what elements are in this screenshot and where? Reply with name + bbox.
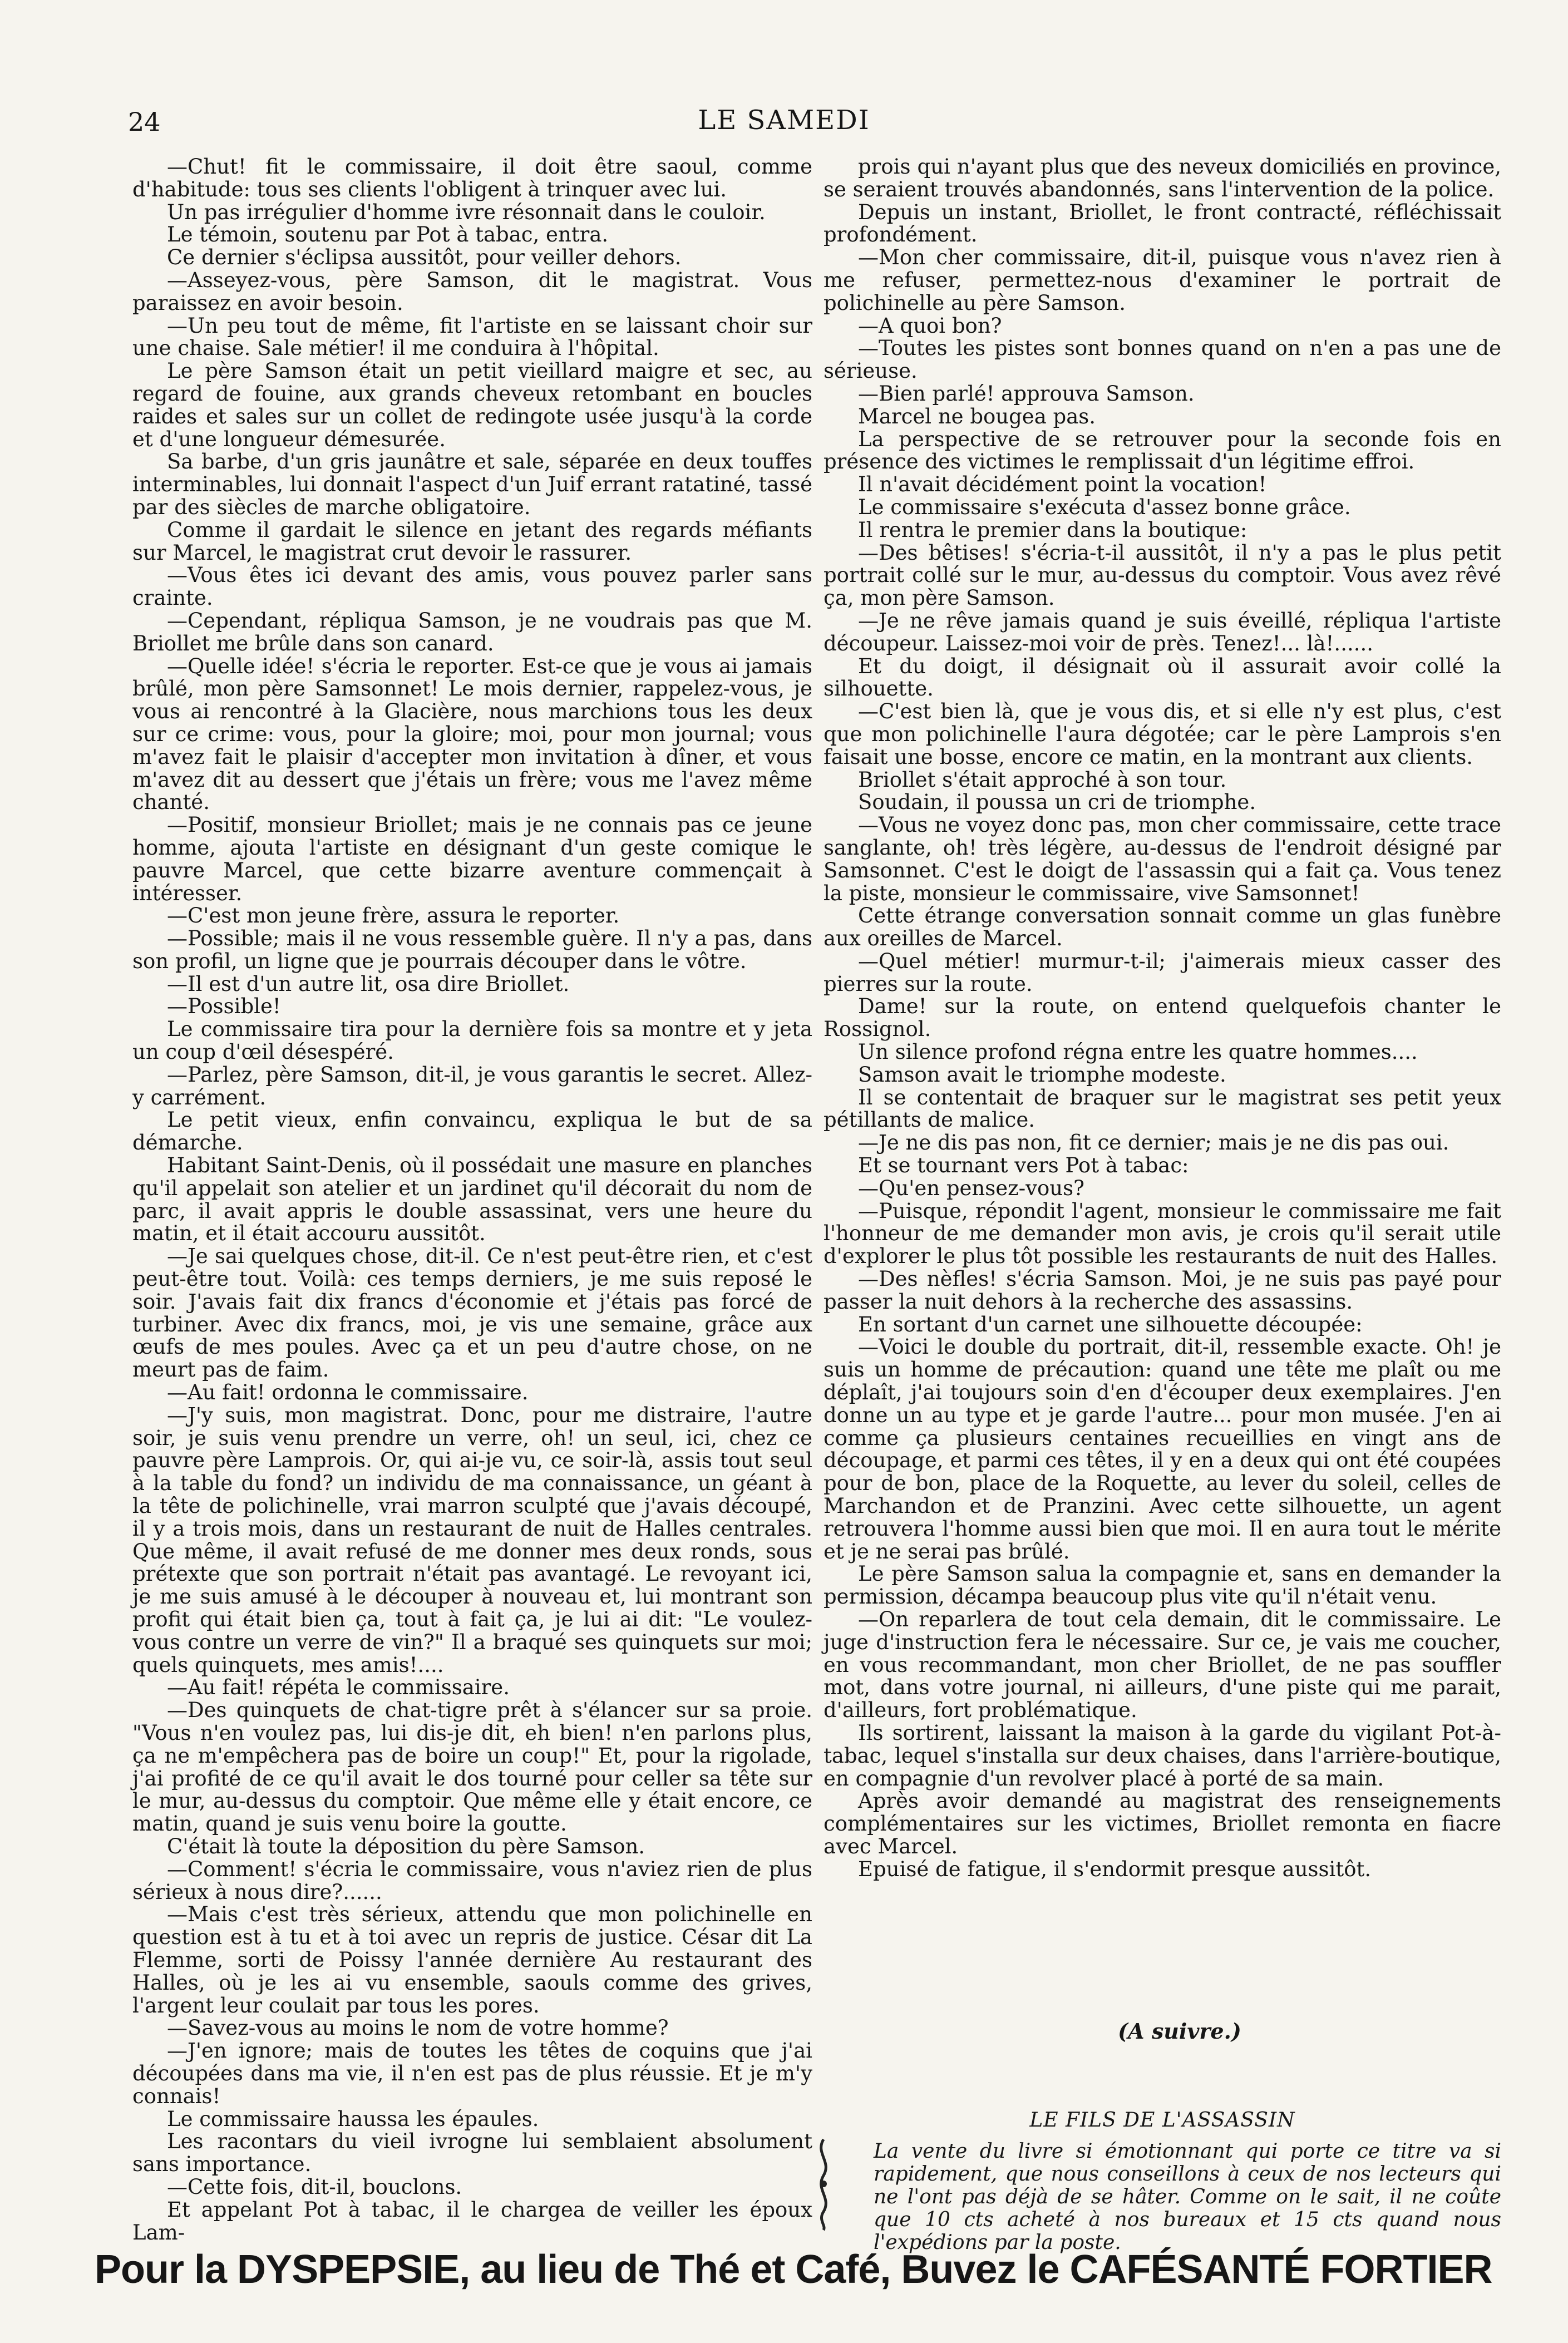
- right-column-paragraph: —Quel métier! murmur-t-il; j'aimerais mieux casser des pierres sur la route.: [824, 949, 1501, 996]
- left-column-paragraph: —Il est d'un autre lit, osa dire Briollet.: [167, 971, 570, 996]
- notice-text: La vente du livre si émotionnant qui porte ce titre va si rapidement, que nous conseillons à ceux de nos lecteurs qui ne l'ont pas déjà de se hâter. Comme on le sait, il ne coûte que 10 cts acheté à nos bureaux et 15 cts quand nous l'expédions par la poste.: [874, 2140, 1501, 2255]
- right-column-paragraph: Ils sortirent, laissant la maison à la garde du vigilant Pot-à-tabac, lequel s'installa sur deux chaises, dans l'arrière-boutique, en compagnie d'un revolver placé à porté de sa main.: [824, 1720, 1501, 1790]
- to-be-continued: (A suivre.): [1118, 2018, 1241, 2044]
- right-column-paragraph: Et se tournant vers Pot à tabac:: [858, 1153, 1189, 1178]
- right-column-paragraph: —A quoi bon?: [858, 313, 1002, 338]
- right-column-paragraph: Un silence profond régna entre les quatre hommes....: [858, 1040, 1418, 1064]
- left-column-paragraph: —J'en ignore; mais de toutes les têtes de coquins que j'ai découpées dans ma vie, il n'en est pas de plus réussie. Et je m'y connais!: [132, 2039, 812, 2108]
- right-column-paragraph: prois qui n'ayant plus que des neveux domiciliés en province, se seraient trouvés abandonnés, sans l'intervention de la police.: [824, 155, 1501, 201]
- right-column-paragraph: Samson avait le triomphe modeste.: [858, 1062, 1226, 1087]
- left-column-paragraph: Le commissaire tira pour la dernière fois sa montre et y jeta un coup d'œil désespéré.: [132, 1017, 812, 1064]
- right-column-paragraph: Epuisé de fatigue, il s'endormit presque aussitôt.: [858, 1857, 1372, 1881]
- right-column-paragraph: —Mon cher commissaire, dit-il, puisque vous n'avez rien à me refuser, permettez-nous d'examiner le portrait de polichinelle au père Samson.: [824, 245, 1501, 315]
- right-column-paragraph: —Puisque, répondit l'agent, monsieur le commissaire me fait l'honneur de me demander mon avis, je crois qu'il serait utile d'explorer le plus tôt possible les restaurants de nuit des Halles.: [824, 1198, 1501, 1269]
- right-column-paragraph: La perspective de se retrouver pour la seconde fois en présence des victimes le remplissait d'un légitime effroi.: [824, 427, 1501, 474]
- right-column-paragraph: —Qu'en pensez-vous?: [858, 1176, 1084, 1200]
- left-column-paragraph: —Au fait! ordonna le commissaire.: [167, 1380, 529, 1405]
- left-column-paragraph: Le père Samson était un petit vieillard maigre et sec, au regard de fouine, aux grands cheveux retombant en boucles raides et sales sur un collet de redingote usée jusqu'à la corde et d'une longueur démesurée.: [132, 359, 812, 451]
- ornament-icon: [812, 2137, 835, 2231]
- right-column-paragraph: Il n'avait décidément point la vocation!: [858, 472, 1267, 497]
- right-column-paragraph: En sortant d'un carnet une silhouette découpée:: [858, 1312, 1363, 1336]
- left-column-paragraph: —Des quinquets de chat-tigre prêt à s'élancer sur sa proie. "Vous n'en voulez pas, lui dis-je dit, eh bien! n'en parlons plus, ça ne m'empêchera pas de boire un coup!" Et, pour la rigolade, j'ai profité de ce qu'il avait le dos tourné pour celler sa tête sur le mur, au-dessus du comptoir. Que même elle y était encore, ce matin, quand je suis venu boire la goutte.: [132, 1698, 812, 1836]
- left-column-paragraph: —Chut! fit le commissaire, il doit être saoul, comme d'habitude: tous ses clients l'obligent à trinquer avec lui.: [132, 155, 812, 201]
- right-column-paragraph: —Des bêtises! s'écria-t-il aussitôt, il n'y a pas le plus petit portrait collé sur le mur, au-dessus du comptoir. Vous avez rêvé ça, mon père Samson.: [824, 540, 1501, 610]
- right-column-paragraph: —Voici le double du portrait, dit-il, ressemble exacte. Oh! je suis un homme de précaution: quand une tête me plaît ou me déplaît, j'ai toujours soin d'en d'écouper deux exemplaires. J'en donne un au type et je garde l'autre... pour mon musée. J'en ai comme ça plusieurs centaines recueillies en vingt ans de découpage, et parmi ces têtes, il y en a deux qui ont été coupées pour de bon, place de la Roquette, au lever du soleil, celles de Marchandon et de Pranzini. Avec cette silhouette, un agent retrouvera l'homme aussi bien que moi. Il en aura tout le mérite et je ne serai pas brûlé.: [824, 1335, 1501, 1563]
- right-column-paragraph: Il rentra le premier dans la boutique:: [858, 517, 1248, 542]
- left-column-paragraph: Sa barbe, d'un gris jaunâtre et sale, séparée en deux touffes interminables, lui donnait l'aspect d'un Juif errant ratatiné, tassé par des siècles de marche obligatoire.: [132, 450, 812, 519]
- footer-advertisement: Pour la DYSPEPSIE, au lieu de Thé et Café, Buvez le CAFÉSANTÉ FORTIER: [95, 2247, 1492, 2292]
- left-column-paragraph: Et appelant Pot à tabac, il le chargea de veiller les époux Lam-: [132, 2197, 812, 2245]
- right-column-paragraph: —Toutes les pistes sont bonnes quand on n'en a pas une de sérieuse.: [824, 336, 1501, 383]
- right-column-paragraph: —Je ne dis pas non, fit ce dernier; mais je ne dis pas oui.: [858, 1131, 1449, 1155]
- left-column-paragraph: —Je sai quelques chose, dit-il. Ce n'est peut-être rien, et c'est peut-être tout. Voilà: ces temps derniers, je me suis reposé le soir. J'avais fait dix francs d'économie et j'étais pas forcé de turbiner. Avec dix francs, moi, je vis une semaine, grâce aux œufs de mes poules. Avec ça et un peu d'autre chose, on ne meurt pas de faim.: [132, 1244, 812, 1382]
- masthead-title: LE SAMEDI: [698, 105, 870, 136]
- left-column-paragraph: —Mais c'est très sérieux, attendu que mon polichinelle en question est à tu et à toi avec un repris de justice. César dit La Flemme, sorti de Poissy l'année dernière Au restaurant des Halles, où je les ai vu ensemble, saouls comme des grives, l'argent leur coulait par tous les pores.: [132, 1902, 812, 2018]
- left-column-paragraph: —Positif, monsieur Briollet; mais je ne connais pas ce jeune homme, ajouta l'artiste en désignant d'un geste comique le pauvre Marcel, que cette bizarre aventure commençait à intéresser.: [132, 813, 812, 905]
- right-column-paragraph: Depuis un instant, Briollet, le front contracté, réfléchissait profondément.: [824, 200, 1501, 247]
- right-column-paragraph: —Vous ne voyez donc pas, mon cher commissaire, cette trace sanglante, oh! très légère, au-dessus de l'endroit désigné par Samsonnet. C'est le doigt de l'assassin qui a fait ça. Vous tenez la piste, monsieur le commissaire, vive Samsonnet!: [824, 813, 1501, 905]
- left-column-paragraph: Le petit vieux, enfin convaincu, expliqua le but de sa démarche.: [132, 1108, 812, 1155]
- right-column-paragraph: Dame! sur la route, on entend quelquefois chanter le Rossignol.: [824, 994, 1501, 1042]
- right-column-paragraph: Il se contentait de braquer sur le magistrat ses petit yeux pétillants de malice.: [824, 1085, 1501, 1132]
- right-column-paragraph: —Je ne rêve jamais quand je suis éveillé, répliqua l'artiste découpeur. Laissez-moi voir de près. Tenez!... là!......: [824, 608, 1501, 655]
- right-column-paragraph: —On reparlera de tout cela demain, dit le commissaire. Le juge d'instruction fera le nécessaire. Sur ce, je vais me coucher, en vous recommandant, mon cher Briollet, de ne pas souffler mot, dans votre journal, ni ailleurs, d'une piste qui me parait, d'ailleurs, fort problématique.: [824, 1607, 1501, 1723]
- right-column-paragraph: Briollet s'était approché à son tour.: [858, 767, 1227, 792]
- left-column-paragraph: Un pas irrégulier d'homme ivre résonnait dans le couloir.: [167, 200, 766, 224]
- left-column-paragraph: —Au fait! répéta le commissaire.: [167, 1675, 510, 1700]
- left-column-paragraph: —Vous êtes ici devant des amis, vous pouvez parler sans crainte.: [132, 563, 812, 610]
- right-column-paragraph: Soudain, il poussa un cri de triomphe.: [858, 790, 1256, 815]
- right-column-paragraph: Cette étrange conversation sonnait comme un glas funèbre aux oreilles de Marcel.: [824, 904, 1501, 951]
- left-column-paragraph: —C'est mon jeune frère, assura le reporter.: [167, 904, 620, 928]
- left-column-paragraph: C'était là toute la déposition du père Samson.: [167, 1834, 645, 1858]
- left-column-paragraph: —Cette fois, dit-il, bouclons.: [167, 2174, 462, 2199]
- left-column-paragraph: —Asseyez-vous, père Samson, dit le magistrat. Vous paraissez en avoir besoin.: [132, 268, 812, 315]
- left-column-paragraph: —Cependant, répliqua Samson, je ne voudrais pas que M. Briollet me brûle dans son canard.: [132, 608, 812, 655]
- right-column-paragraph: Le père Samson salua la compagnie et, sans en demander la permission, décampa beaucoup plus vite qu'il n'était venu.: [824, 1562, 1501, 1609]
- left-column-paragraph: Les racontars du vieil ivrogne lui semblaient absolument sans importance.: [132, 2129, 812, 2177]
- left-column-paragraph: —Un peu tout de même, fit l'artiste en se laissant choir sur une chaise. Sale métier! il me conduira à l'hôpital.: [132, 313, 812, 361]
- notice-title: LE FILS DE L'ASSASSIN: [1029, 2109, 1295, 2132]
- left-column-paragraph: —Possible; mais il ne vous ressemble guère. Il n'y a pas, dans son profil, un ligne que je pourrais découper dans le vôtre.: [132, 926, 812, 973]
- right-column-paragraph: —Des nèfles! s'écria Samson. Moi, je ne suis pas payé pour passer la nuit dehors à la recherche des assassins.: [824, 1267, 1501, 1314]
- right-column-paragraph: —Bien parlé! approuva Samson.: [858, 381, 1195, 406]
- page-number: 24: [128, 107, 161, 137]
- left-column-paragraph: —Quelle idée! s'écria le reporter. Est-ce que je vous ai jamais brûlé, mon père Samsonnet! Le mois dernier, rappelez-vous, je vous ai rencontré à la Glacière, nous marchions tous les deux sur ce crime: vous, pour la gloire; moi, pour mon journal; vous m'avez fait le plaisir d'accepter mon invitation à dîner, et vous m'avez dit au dessert que j'étais un frère; vous me l'avez même chanté.: [132, 654, 812, 815]
- right-text-column: [824, 156, 1501, 2254]
- right-column-paragraph: —C'est bien là, que je vous dis, et si elle n'y est plus, c'est que mon polichinelle l'aura dégotée; car le père Lamprois s'en faisait une bosse, encore ce matin, en la montrant aux clients.: [824, 699, 1501, 769]
- left-column-paragraph: —Parlez, père Samson, dit-il, je vous garantis le secret. Allez-y carrément.: [132, 1062, 812, 1109]
- left-column-paragraph: Ce dernier s'éclipsa aussitôt, pour veiller dehors.: [167, 245, 682, 270]
- left-column-paragraph: —Comment! s'écria le commissaire, vous n'aviez rien de plus sérieux à nous dire?......: [132, 1857, 812, 1904]
- left-column-paragraph: Habitant Saint-Denis, où il possédait une masure en planches qu'il appelait son atelier et un jardinet qu'il décorait du nom de parc, il avait appris le double assassinat, vers une heure du matin, et il était accouru aussitôt.: [132, 1153, 812, 1246]
- left-column-paragraph: Le témoin, soutenu par Pot à tabac, entra.: [167, 223, 609, 247]
- right-column-paragraph: Le commissaire s'exécuta d'assez bonne grâce.: [858, 495, 1351, 519]
- left-column-paragraph: —Savez-vous au moins le nom de votre homme?: [167, 2016, 669, 2040]
- left-column-paragraph: —Possible!: [167, 994, 281, 1019]
- right-column-paragraph: Et du doigt, il désignait où il assurait avoir collé la silhouette.: [824, 654, 1501, 701]
- left-column-paragraph: Comme il gardait le silence en jetant des regards méfiants sur Marcel, le magistrat crut devoir le rassurer.: [132, 517, 812, 565]
- right-column-paragraph: Marcel ne bougea pas.: [858, 404, 1096, 428]
- left-column-paragraph: Le commissaire haussa les épaules.: [167, 2107, 539, 2131]
- left-text-column: [132, 156, 812, 2244]
- left-column-paragraph: —J'y suis, mon magistrat. Donc, pour me distraire, l'autre soir, je suis venu prendre un verre, oh! un seul, ici, chez ce pauvre père Lamprois. Or, qui ai-je vu, ce soir-là, assis tout seul à la table du fond? un individu de ma connaissance, un géant à la tête de polichinelle, vrai marron sculpté que j'avais découpé, il y a trois mois, dans un restaurant de nuit de Halles centrales. Que même, il avait refusé de me donner mes deux ronds, sous prétexte que son portrait n'était pas avantagé. Le revoyant ici, je me suis amusé à le découper à nouveau et, lui montrant son profit qui était bien ça, tout à fait ça, je lui ai dit: "Le voulez-vous contre un verre de vin?" Il a braqué ses quinquets sur moi; quels quinquets, mes amis!....: [132, 1403, 812, 1677]
- right-column-paragraph: Après avoir demandé au magistrat des renseignements complémentaires sur les victimes, Briollet remonta en fiacre avec Marcel.: [824, 1789, 1501, 1858]
